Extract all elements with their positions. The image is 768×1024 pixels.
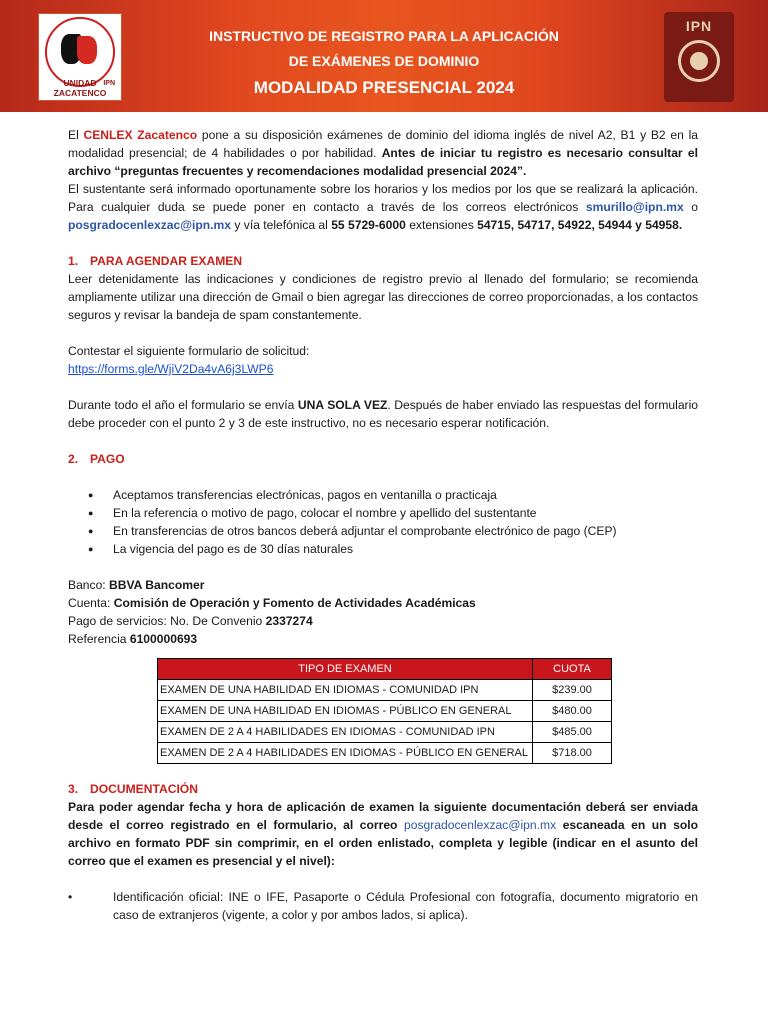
section-2-heading: 2. PAGO [68, 452, 125, 466]
fees-table [157, 658, 612, 764]
table-row: EXAMEN DE UNA HABILIDAD EN IDIOMAS - COMUNIDAD IPN $239.00 [158, 680, 612, 701]
list-item: ● En la referencia o motivo de pago, colocar el nombre y apellido del sustentante [68, 504, 698, 522]
form-link[interactable]: https://forms.gle/WjiV2Da4vA6j3LWP6 [68, 362, 274, 376]
logo-unidad-text: UNIDAD ZACATENCO [53, 78, 107, 98]
list-item: ● La vigencia del pago es de 30 días naturales [68, 540, 698, 558]
bullet-icon: • [68, 890, 73, 904]
extensions: 54715, 54717, 54922, 54944 y 54958. [477, 218, 683, 232]
table-row: EXAMEN DE UNA HABILIDAD EN IDIOMAS - PÚBLICO EN GENERAL $480.00 [158, 701, 612, 722]
service-line: Pago de servicios: No. De Convenio 2337274 [68, 614, 313, 628]
col-header-cuota: CUOTA [533, 659, 612, 680]
header-banner [0, 0, 768, 112]
email-smurillo[interactable]: smurillo@ipn.mx [585, 200, 684, 214]
intro-paragraph-1: El CENLEX Zacatenco pone a su disposición exámenes de dominio del idioma inglés de nivel A2, B1 y B2 en la modalidad presencial; de 4 habilidades o por habilidad. Antes de iniciar tu registro es necesario consultar el archivo “preguntas frecuentes y recomendaciones modalidad presencial 2024”. [68, 128, 698, 178]
account-line: Cuenta: Comisión de Operación y Fomento de Actividades Académicas [68, 596, 476, 610]
email-posgrado-2[interactable]: posgradocenlexzac@ipn.mx [404, 818, 557, 832]
section-1-paragraph-3: Durante todo el año el formulario se envía UNA SOLA VEZ. Después de haber enviado las respuestas del formulario debe proceder con el punto 2 y 3 de este instructivo, no es necesario esperar notificación. [68, 398, 698, 430]
documentation-item: • Identificación oficial: INE o IFE, Pasaporte o Cédula Profesional con fotografía, documento migratorio en caso de extranjeros (vigente, a color y por ambos lados, si aplica). [68, 890, 698, 922]
intro-paragraph-2: El sustentante será informado oportunamente sobre los horarios y los medios por los que se realizará la aplicación. Para cualquier duda se puede poner en contacto a través de los correos electrónicos smurillo@ipn.mx o posgradocenlexzac@ipn.mx y vía telefónica al 55 5729-6000 extensiones 54715, 54717, 54922, 54944 y 54958. [68, 182, 698, 232]
logo-face-red [77, 36, 97, 64]
phone-number: 55 5729-6000 [331, 218, 406, 232]
title-line-1: INSTRUCTIVO DE REGISTRO PARA LA APLICACIÓN [209, 28, 559, 44]
title-line-2: DE EXÁMENES DE DOMINIO [288, 53, 480, 69]
section-3-heading: 3. DOCUMENTACIÓN [68, 782, 198, 796]
section-1-paragraph-2: Contestar el siguiente formulario de solicitud: [68, 344, 310, 358]
email-posgrado[interactable]: posgradocenlexzac@ipn.mx [68, 218, 232, 232]
title-line-3: MODALIDAD PRESENCIAL 2024 [253, 78, 515, 97]
ipn-logo-text: IPN [685, 18, 713, 34]
logo-ipn-text: IPN [103, 80, 115, 87]
cenlex-logo [38, 13, 122, 101]
list-item: ● Aceptamos transferencias electrónicas, pagos en ventanilla o practicaja [68, 486, 698, 504]
section-1-paragraph-1: Leer detenidamente las indicaciones y condiciones de registro previo al llenado del formulario; se recomienda ampliamente utilizar una dirección de Gmail o bien agregar las direcciones de correo proporcionadas, a los contactos seguros y revisar la bandeja de spam constantemente. [68, 272, 698, 322]
col-header-tipo: TIPO DE EXAMEN [158, 659, 533, 680]
table-row: EXAMEN DE 2 A 4 HABILIDADES EN IDIOMAS - PÚBLICO EN GENERAL $718.00 [158, 743, 612, 764]
table-row: EXAMEN DE 2 A 4 HABILIDADES EN IDIOMAS - COMUNIDAD IPN $485.00 [158, 722, 612, 743]
ipn-logo [664, 12, 734, 102]
reference-line: Referencia 6100000693 [68, 632, 198, 646]
cenlex-name: CENLEX Zacatenco [83, 128, 198, 142]
intro-notice: Antes de iniciar tu registro es necesario consultar el archivo “preguntas frecuentes y recomendaciones modalidad presencial 2024”. [68, 146, 698, 178]
table-header-row [158, 659, 612, 680]
payment-list [68, 486, 698, 558]
list-item: ● En transferencias de otros bancos deberá adjuntar el comprobante electrónico de pago (CEP) [68, 522, 698, 540]
section-3-paragraph-1: Para poder agendar fecha y hora de aplicación de examen la siguiente documentación deberá ser enviada desde el correo registrado en el formulario, al correo posgradocenlexzac@ipn.mx escaneada en un solo archivo en formato PDF sin comprimir, en el orden enlistado, completa y legible (indicar en el asunto del correo que el examen es presencial y el nivel): [68, 800, 698, 868]
section-1-heading: 1. PARA AGENDAR EXAMEN [68, 254, 243, 268]
ipn-emblem-center [690, 52, 708, 70]
document-body [68, 126, 698, 924]
bank-line: Banco: BBVA Bancomer [68, 578, 205, 592]
